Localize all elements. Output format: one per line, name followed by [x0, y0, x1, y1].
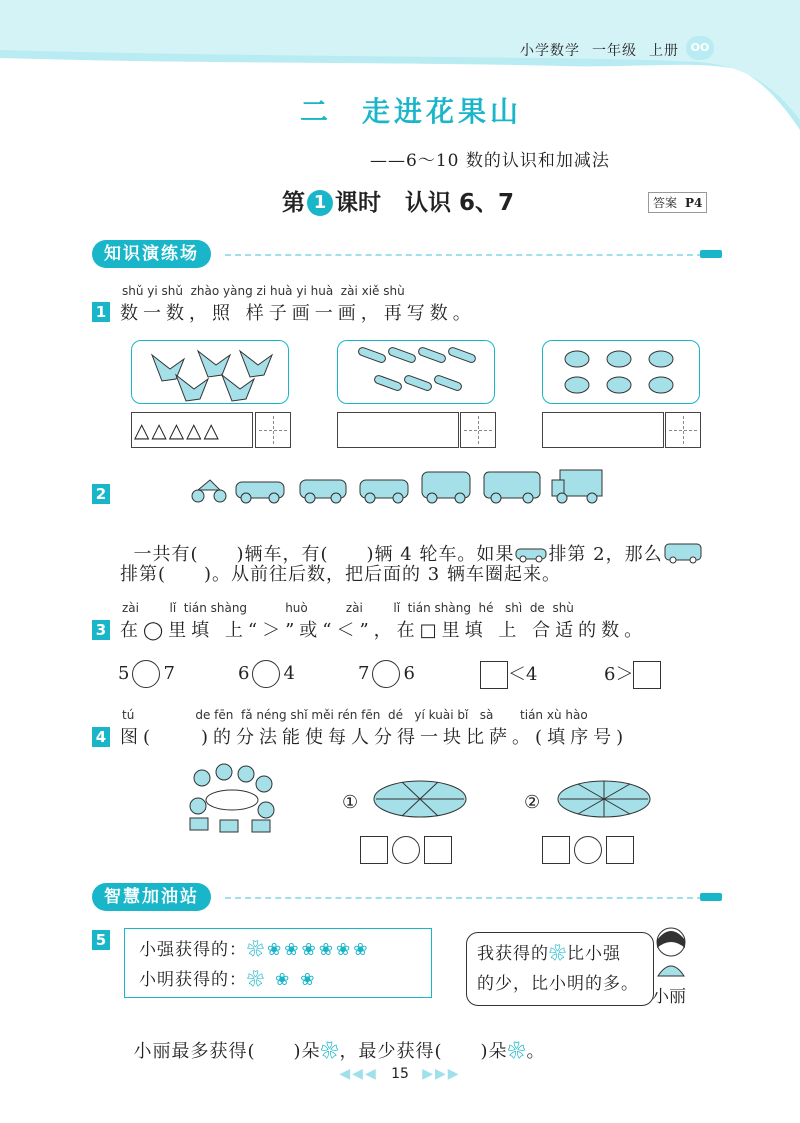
- van-icon: [422, 472, 470, 503]
- crane-group: [131, 340, 289, 404]
- flower-icon: ❀: [549, 944, 567, 964]
- flower-icon: ❀: [301, 940, 317, 960]
- pizza-icon-2: [556, 776, 652, 822]
- q3-op: ＞: [615, 664, 634, 685]
- flower-icon: ❀: [353, 940, 369, 960]
- bus-icon: [484, 472, 540, 503]
- page-number: 15: [391, 1066, 409, 1082]
- flower-icon: ❀: [247, 970, 265, 990]
- q4-option-2-label: ②: [524, 792, 541, 813]
- q3-item-5: [604, 660, 661, 689]
- q2-line1a: 一共有( )辆车，有( )辆 4 轮车。如果: [133, 544, 515, 565]
- speech-part-1: 我获得的: [477, 944, 549, 964]
- sample-triangles: △△△△△: [134, 418, 221, 442]
- lesson-prefix: 第: [282, 190, 305, 216]
- page-footer: [0, 1066, 800, 1082]
- q2-line2: 排第( )。从前往后数，把后面的 3 辆车圈起来。: [120, 564, 561, 585]
- car-icon: [300, 480, 346, 503]
- motorcycle-icon: [192, 480, 226, 502]
- flower-icon: ❀: [267, 940, 283, 960]
- answer-square[interactable]: [360, 836, 388, 864]
- flower-icon: ❀: [247, 940, 265, 960]
- footer-right-arrows: ▶▶▶: [422, 1066, 461, 1082]
- header-volume: 上册: [649, 43, 679, 59]
- bus-icon: [663, 542, 703, 564]
- pizza-icon-1: [372, 776, 468, 822]
- elephant-icon: [543, 341, 699, 403]
- answer-label: 答案: [653, 196, 678, 210]
- compare-circle[interactable]: [574, 836, 602, 864]
- speech-bubble: [466, 932, 654, 1006]
- ming-flowers: [247, 970, 326, 990]
- q1-write-box-2[interactable]: [460, 412, 496, 448]
- children-table-icon: [182, 762, 282, 834]
- pencil-icon: [700, 250, 722, 258]
- q2-number: 2: [92, 484, 110, 504]
- q3-left: 5: [118, 663, 130, 684]
- q4-number: 4: [92, 727, 110, 747]
- answer-square[interactable]: [633, 661, 661, 689]
- q1-write-box-1[interactable]: [255, 412, 291, 448]
- ming-label: 小明获得的：: [139, 970, 247, 990]
- q2-line1: [120, 519, 703, 566]
- flower-tally-box: [124, 928, 432, 998]
- q1-text: 数一数，照 样子画一画，再写数。: [120, 303, 476, 324]
- answer-square[interactable]: [606, 836, 634, 864]
- unit-title: [300, 90, 552, 130]
- q3-number: 3: [92, 620, 110, 640]
- flower-icon: ❀: [318, 940, 334, 960]
- car-icon: [236, 482, 284, 503]
- q4-option-1-label: ①: [342, 792, 359, 813]
- q1-pinyin: shǔ yi shǔ zhào yàng zi huà yi huà zài xiě shù: [122, 284, 405, 298]
- q3-text: 在◯里填 上“＞”或“＜”，在□里填 上 合适的数。: [120, 620, 648, 641]
- answer-square[interactable]: [542, 836, 570, 864]
- section-divider: [225, 897, 703, 899]
- header-grade: 一年级: [592, 43, 637, 59]
- q1-draw-box-1[interactable]: [131, 412, 253, 448]
- q4-pinyin: tú de fēn fǎ néng shǐ měi rén fēn dé yí kuài bǐ sà tián xù hào: [122, 708, 588, 722]
- header-subject: 小学数学: [520, 43, 580, 59]
- q4-text: 图( )的分法能使每人分得一块比萨。(填序号): [120, 727, 629, 748]
- q5-number: 5: [92, 930, 110, 950]
- flower-icon: ❀: [275, 970, 291, 990]
- lesson-number: 1: [307, 190, 333, 216]
- section-practice: 知识演练场: [92, 240, 211, 268]
- elephant-group: [542, 340, 700, 404]
- header-info: [520, 40, 691, 60]
- compare-circle[interactable]: [372, 660, 400, 688]
- compare-circle[interactable]: [132, 660, 160, 688]
- q1-number: 1: [92, 302, 110, 322]
- skateboard-group: [337, 340, 495, 404]
- q3-item-4: [480, 660, 537, 689]
- q3-right: 6: [403, 663, 415, 684]
- vehicle-row: [190, 466, 620, 506]
- q1-draw-box-2[interactable]: [337, 412, 459, 448]
- compare-circle[interactable]: [252, 660, 280, 688]
- flower-icon: ❀: [284, 940, 300, 960]
- q5-question-a: 小丽最多获得( )朵: [133, 1041, 321, 1062]
- q3-right: 7: [163, 663, 175, 684]
- q1-write-box-3[interactable]: [665, 412, 701, 448]
- q2-line1b: 排第 2，那么: [548, 544, 663, 565]
- lesson-title: [282, 184, 514, 217]
- q3-right: 4: [526, 664, 538, 685]
- truck-icon: [552, 470, 602, 503]
- q5-question: [120, 1016, 546, 1063]
- unit-subtitle: ——6～10 数的认识和加减法: [370, 151, 610, 171]
- skateboard-icon: [338, 341, 494, 403]
- flower-icon: ❀: [320, 1041, 340, 1062]
- q1-draw-box-3[interactable]: [542, 412, 664, 448]
- crane-icon: [132, 341, 288, 403]
- q3-left: 6: [238, 663, 250, 684]
- speech-part-2: 比小强: [567, 944, 621, 964]
- answer-page: P4: [685, 196, 703, 210]
- q3-pinyin: zài lǐ tián shàng huò zài lǐ tián shàng hé shì de shù: [122, 601, 574, 615]
- qiang-row: [139, 935, 371, 960]
- answer-square[interactable]: [424, 836, 452, 864]
- header-badge: OO: [686, 36, 714, 60]
- q3-op: ＜: [508, 664, 526, 685]
- speech-part-3: 的少，比小明的多。: [477, 974, 639, 994]
- q3-item-1: [118, 660, 175, 688]
- girl-avatar: [646, 922, 696, 978]
- q3-item-2: [238, 660, 295, 688]
- q3-left: 7: [358, 663, 370, 684]
- section-divider: [225, 254, 703, 256]
- answer-square[interactable]: [480, 661, 508, 689]
- car-icon: [360, 480, 408, 503]
- lesson-topic: 认识 6、7: [405, 190, 515, 216]
- flower-icon: ❀: [507, 1041, 527, 1062]
- qiang-flowers: [247, 940, 371, 960]
- q3-right: 4: [283, 663, 295, 684]
- compare-circle[interactable]: [392, 836, 420, 864]
- flower-icon: ❀: [300, 970, 316, 990]
- q3-left: 6: [604, 664, 616, 685]
- flower-icon: ❀: [336, 940, 352, 960]
- unit-number: 二: [300, 95, 333, 128]
- footer-left-arrows: ◀◀◀: [339, 1066, 378, 1082]
- pencil-icon: [700, 893, 722, 901]
- q5-question-end: 。: [526, 1041, 546, 1062]
- answer-ref[interactable]: [648, 192, 707, 213]
- girl-name: 小丽: [652, 987, 686, 1007]
- qiang-label: 小强获得的：: [139, 940, 247, 960]
- ming-row: [139, 965, 326, 990]
- q3-item-3: [358, 660, 415, 688]
- lesson-suffix: 课时: [335, 190, 381, 216]
- q5-question-b: ，最少获得( )朵: [339, 1041, 508, 1062]
- section-challenge: 智慧加油站: [92, 883, 211, 911]
- unit-name: 走进花果山: [362, 95, 523, 128]
